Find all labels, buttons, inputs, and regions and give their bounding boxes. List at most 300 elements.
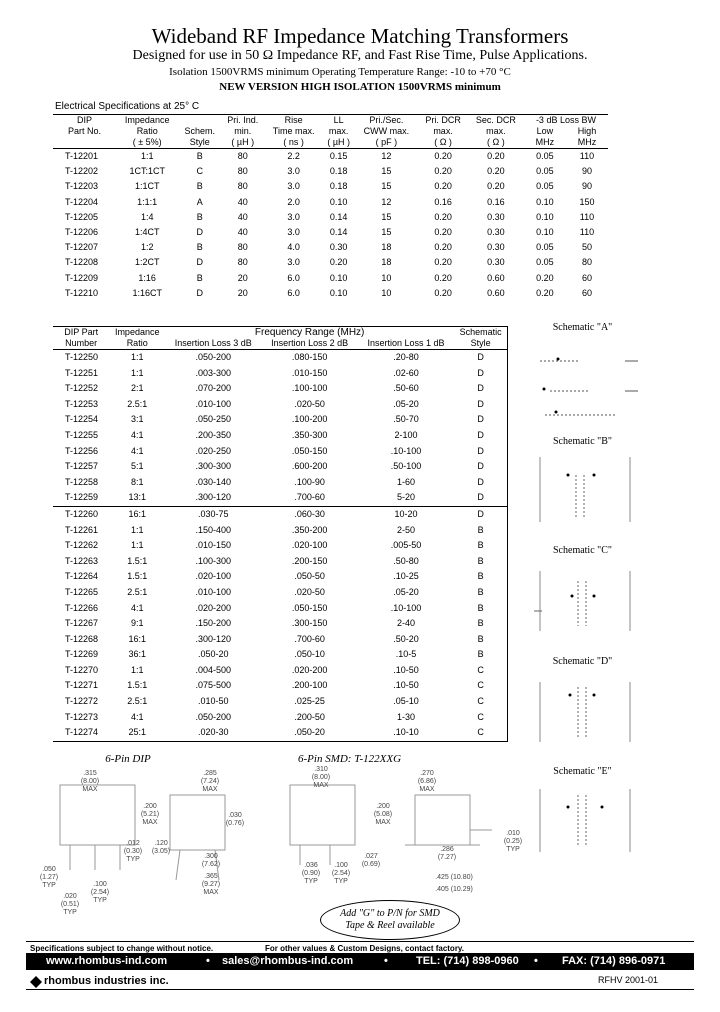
col-header: Sec. DCR [475, 115, 516, 125]
table-cell: .100-100 [291, 383, 328, 394]
table-cell: 0.20 [329, 257, 348, 268]
table-cell: 5-20 [397, 492, 416, 503]
col-header: ( µH ) [221, 137, 264, 149]
table-cell: .02-60 [393, 367, 419, 378]
table-cell: .50-80 [393, 555, 419, 566]
table-cell: 0.05 [536, 242, 554, 253]
smd-tape-reel-note [320, 900, 460, 940]
col-header: max. [486, 126, 506, 136]
table-cell: .50-70 [393, 414, 419, 425]
table-cell: 1:2CT [134, 257, 160, 268]
table-cell: .10-25 [393, 571, 419, 582]
dip-package-label: 6-Pin DIP [105, 753, 151, 765]
dim-label: .200 (5.08) MAX [373, 803, 393, 826]
table-cell: 0.30 [487, 242, 505, 253]
schematic-a [520, 322, 645, 423]
table-cell: C [477, 664, 484, 675]
table-row [53, 554, 508, 570]
table-row [53, 694, 508, 710]
table-row [53, 397, 508, 413]
schematic-title: Schematic "C" [553, 545, 612, 556]
table-cell: 80 [581, 257, 592, 268]
table-cell: 0.20 [434, 151, 452, 161]
col-header: ( µH ) [323, 137, 355, 149]
table-cell: 16:1 [128, 633, 146, 644]
footer-contact-bar [26, 953, 694, 970]
table-cell: 2.5:1 [127, 696, 148, 707]
table-cell: .050-250 [195, 414, 232, 425]
table-cell: B [477, 555, 484, 566]
table-cell: .020-50 [294, 398, 325, 409]
table-cell: 20 [237, 272, 248, 283]
table-cell: T-12270 [65, 664, 99, 675]
table-cell: .10-50 [393, 664, 419, 675]
col-header: Insertion Loss 2 dB [261, 338, 357, 350]
table-cell: 80 [237, 166, 248, 177]
table-row [53, 601, 508, 617]
table-cell: .50-20 [393, 633, 419, 644]
table-cell: .010-150 [291, 367, 328, 378]
col-header: DIP Part [64, 327, 99, 337]
col-header: Impedance [124, 115, 170, 125]
col-header: MHz [524, 137, 566, 149]
table-cell: 0.20 [434, 166, 452, 177]
col-header: min. [234, 126, 252, 136]
col-header [53, 137, 116, 149]
table-cell: 1:1 [130, 352, 144, 362]
table-cell: 0.10 [536, 211, 554, 222]
table-cell: 4:1 [130, 602, 144, 613]
table-cell: .200-350 [195, 429, 232, 440]
col-header: Insertion Loss 3 dB [165, 338, 261, 350]
schematic-b-diagram [520, 447, 645, 527]
table-cell: .080-150 [291, 352, 328, 362]
table-cell: T-12269 [65, 649, 99, 660]
smd-package-label: 6-Pin SMD: T-122XXG [298, 753, 402, 765]
table-cell: .600-200 [291, 461, 328, 472]
table-cell: .050-200 [195, 352, 232, 362]
table-cell: .020-200 [291, 664, 328, 675]
col-header: DIP [77, 115, 93, 125]
table-cell: T-12250 [65, 352, 99, 362]
table-cell: T-12259 [65, 492, 99, 503]
dim-label: .425 (10.80) [435, 874, 473, 881]
dim-label: .027 (0.69) [361, 853, 381, 868]
bullet: • [534, 955, 538, 967]
table-row [53, 164, 608, 179]
table-cell: .050-20 [294, 727, 325, 738]
table-row [53, 725, 508, 741]
table-cell: .020-250 [195, 445, 232, 456]
table-cell: 10-20 [358, 506, 454, 522]
table-row [53, 632, 508, 648]
table-cell: T-12268 [65, 633, 99, 644]
col-header: Insertion Loss 1 dB [358, 338, 454, 350]
table-cell: 0.05 [536, 151, 554, 161]
table-cell: 1:1 [130, 367, 144, 378]
table-cell: .005-50 [390, 540, 422, 551]
email-link[interactable]: sales@rhombus-ind.com [222, 955, 354, 967]
table-cell: .100-300 [195, 555, 232, 566]
dim-label: .050 (1.27) TYP [39, 866, 59, 889]
table-cell: 1:16 [138, 272, 156, 283]
schematic-d-diagram [520, 667, 645, 747]
table-cell: .50-60 [393, 383, 419, 394]
schematic-title: Schematic "E" [553, 766, 612, 777]
table-cell: T-12251 [65, 367, 99, 378]
table-cell: 80 [237, 151, 248, 161]
table-cell: 80 [237, 257, 248, 268]
col-header: Frequency Range (MHz) [254, 327, 365, 338]
table-cell: .100-90 [294, 476, 325, 487]
table-cell: 18 [381, 242, 392, 253]
table-cell: 4.0 [287, 242, 300, 253]
table-cell: B [196, 151, 203, 161]
table-cell: 25:1 [128, 727, 146, 738]
table-cell: .300-150 [291, 618, 328, 629]
bullet: • [206, 955, 210, 967]
table-cell: T-12261 [65, 524, 99, 535]
table-cell: 15 [381, 211, 392, 222]
table-cell: 0.10 [536, 227, 554, 238]
table-cell: T-12202 [65, 166, 99, 177]
table-cell: D [477, 429, 484, 440]
table-cell: 0.16 [487, 196, 505, 207]
table-cell: 1:1 [130, 540, 144, 551]
footer-note-right: For other values & Custom Designs, contact factory. [265, 944, 465, 953]
table-cell: .05-10 [393, 696, 419, 707]
table-cell: 2.5:1 [127, 586, 148, 597]
col-header: LL [333, 115, 344, 125]
table-cell: .004-500 [195, 664, 232, 675]
table-row [53, 616, 508, 632]
table-row [53, 663, 508, 679]
col-header: Pri./Sec. [369, 115, 404, 125]
table-row [53, 444, 508, 460]
col-header: ( Ω ) [468, 137, 524, 149]
website-link[interactable]: www.rhombus-ind.com [46, 955, 168, 967]
dim-label: .310 (8.00) MAX [311, 766, 331, 789]
schematic-a-diagram [520, 333, 645, 423]
table-cell: .010-150 [195, 540, 232, 551]
table-cell: B [477, 586, 484, 597]
table-cell: .050-50 [294, 571, 325, 582]
page-title: Wideband RF Impedance Matching Transformers [151, 24, 569, 48]
table-cell: 15 [381, 166, 392, 177]
table-cell: 0.10 [329, 196, 348, 207]
table-cell: 80 [237, 242, 248, 253]
table-cell: T-12262 [65, 540, 99, 551]
schematic-e [520, 766, 645, 857]
table-cell: C [196, 166, 203, 177]
table-cell: 12 [381, 196, 392, 207]
table-cell: 8:1 [130, 476, 144, 487]
col-header [178, 115, 221, 127]
table-row [53, 678, 508, 694]
table-cell: .075-500 [195, 680, 232, 691]
table-cell: 1:1 [130, 524, 144, 535]
schematic-title: Schematic "A" [552, 322, 613, 333]
dim-label: .010 (0.25) TYP [503, 830, 523, 853]
table-cell: 0.30 [487, 227, 505, 238]
dim-label: .405 (10.29) [435, 886, 473, 893]
table-cell: T-12264 [65, 571, 99, 582]
table-cell: .300-300 [195, 461, 232, 472]
footer-note-left: Specifications subject to change without notice. [30, 944, 214, 953]
table-cell: .700-60 [294, 633, 325, 644]
table-cell: T-12274 [65, 727, 99, 738]
col-header: max. [328, 126, 349, 136]
table-cell: 1.5:1 [127, 680, 148, 691]
table-cell: .020-200 [195, 602, 232, 613]
table-cell: 1.5:1 [127, 555, 148, 566]
table-cell: .003-300 [195, 367, 232, 378]
table-cell: T-12210 [65, 287, 99, 298]
table-cell: .700-60 [294, 492, 325, 503]
table-cell: 0.20 [434, 211, 452, 222]
table-cell: D [477, 352, 484, 362]
table-cell: 0.20 [434, 287, 452, 298]
table-cell: .050-150 [291, 602, 328, 613]
table-cell: 18 [381, 257, 392, 268]
table-row [53, 210, 608, 225]
new-version-line: NEW VERSION HIGH ISOLATION 1500VRMS minimum [219, 81, 501, 93]
table-cell: 60 [581, 287, 592, 298]
table-cell: .060-30 [261, 506, 357, 522]
telephone: TEL: (714) 898-0960 [416, 955, 519, 967]
table-cell: 12 [381, 151, 392, 161]
table-cell: 2-100 [394, 429, 418, 440]
table-cell: 1-60 [397, 476, 416, 487]
col-header: Rise [284, 115, 303, 125]
table-cell: 0.10 [329, 272, 348, 283]
table-cell: .020-50 [294, 586, 325, 597]
table-cell: T-12267 [65, 618, 99, 629]
dim-label: .365 (9.27) MAX [201, 873, 221, 896]
table-cell: 0.30 [329, 242, 348, 253]
table-cell: .300-120 [195, 633, 232, 644]
dim-label: .036 (0.90) TYP [301, 862, 321, 885]
table-cell: 0.30 [487, 211, 505, 222]
table-cell: 9:1 [130, 618, 144, 629]
frequency-range-table [53, 326, 508, 742]
col-header: ( ns ) [264, 137, 322, 149]
table-cell: 3.0 [287, 166, 300, 177]
table-cell: T-12272 [65, 696, 99, 707]
table-cell: C [477, 680, 484, 691]
table-cell: 3.0 [287, 211, 300, 222]
table-cell: 40 [237, 227, 248, 238]
table-cell: 1:16CT [132, 287, 162, 298]
table-cell: 0.05 [536, 181, 554, 192]
dim-label: .100 (2.54) TYP [90, 881, 110, 904]
table-cell: 80 [237, 181, 248, 192]
dim-label: .030 (0.76) [225, 812, 245, 827]
table-cell: B [477, 524, 484, 535]
table-cell: 1:1 [140, 151, 154, 161]
table-cell: 1:1CT [134, 181, 160, 192]
table-cell: D [196, 227, 203, 238]
table-cell: B [477, 633, 484, 644]
table-cell: 0.20 [536, 272, 554, 283]
table-cell: D [477, 367, 484, 378]
table-cell: D [477, 461, 484, 472]
schematic-c-diagram [520, 556, 645, 636]
table-cell: 36:1 [128, 649, 146, 660]
table-cell: B [196, 242, 203, 253]
dim-label: .270 (6.86) MAX [417, 770, 437, 793]
table-cell: 0.20 [487, 166, 505, 177]
footer-divider [26, 941, 694, 942]
col-header: Part No. [68, 126, 102, 136]
table-cell: B [477, 571, 484, 582]
table-row [53, 523, 508, 539]
col-header: ( ± 5%) [116, 137, 178, 149]
document-code: RFHV 2001-01 [598, 975, 659, 985]
isolation-temp-line: Isolation 1500VRMS minimum Operating Temperature Range: -10 to +70 °C [169, 66, 511, 78]
table-cell: .150-400 [195, 524, 232, 535]
table-cell: 90 [581, 181, 592, 192]
table-cell: .010-100 [195, 586, 232, 597]
table-cell: T-12273 [65, 711, 99, 722]
col-header: MHz [566, 137, 608, 149]
table-cell: 0.60 [487, 272, 505, 283]
table-cell: 1.5:1 [127, 571, 148, 582]
table-cell: 1:4 [140, 211, 154, 222]
footer-bottom-rule [26, 989, 694, 990]
table-cell: .10-10 [393, 727, 419, 738]
table-cell: T-12203 [65, 181, 99, 192]
col-header: High [577, 126, 597, 136]
table-cell: B [196, 181, 203, 192]
col-header: Pri. DCR [425, 115, 461, 125]
col-header: max. [433, 126, 453, 136]
dim-label: .120 (3.05) [151, 840, 171, 855]
table-row [53, 381, 508, 397]
table-cell: .100-200 [291, 414, 328, 425]
dim-label: .300 (7.62) [201, 853, 221, 868]
col-header: Number [53, 338, 109, 350]
table-cell: T-12207 [65, 242, 99, 253]
table-cell: .050-20 [197, 649, 229, 660]
table-cell: .150-200 [195, 618, 232, 629]
table-cell: T-12258 [65, 476, 99, 487]
table-cell: 20 [237, 287, 248, 298]
table-cell: .10-5 [395, 649, 417, 660]
table-cell: .020-100 [291, 540, 328, 551]
table-cell: 0.20 [434, 257, 452, 268]
table-cell: D [454, 506, 507, 522]
rhombus-logo-icon [30, 976, 42, 988]
table-cell: D [477, 414, 484, 425]
table-row [53, 538, 508, 554]
table-cell: 2.0 [287, 196, 300, 207]
table-cell: T-12201 [65, 151, 99, 161]
table-cell: 0.14 [329, 211, 348, 222]
table-row [53, 475, 508, 491]
table-cell: .50-100 [390, 461, 422, 472]
table-cell: 0.20 [434, 181, 452, 192]
table-cell: 0.10 [329, 287, 348, 298]
table-cell: 1CT:1CT [129, 166, 165, 177]
table-cell: 110 [579, 151, 595, 161]
table-cell: .05-20 [393, 398, 419, 409]
table-cell: .200-50 [294, 711, 325, 722]
table-cell: .300-120 [195, 492, 232, 503]
col-header: Schematic [459, 327, 502, 337]
table-cell: T-12256 [65, 445, 99, 456]
table-cell: 1:2 [140, 242, 154, 253]
table-cell: T-12260 [53, 506, 109, 522]
table-cell: C [477, 711, 484, 722]
table-cell: 0.20 [536, 287, 554, 298]
table-cell: 2-40 [397, 618, 416, 629]
table-row [53, 271, 608, 286]
dim-label: .200 (5.21) MAX [140, 803, 160, 826]
table-cell: 150 [579, 196, 595, 207]
table-cell: T-12253 [65, 398, 99, 409]
table-cell: 6.0 [287, 287, 300, 298]
table-cell: 4:1 [130, 445, 144, 456]
table-cell: .050-200 [195, 711, 232, 722]
table-cell: T-12204 [65, 196, 99, 207]
table-cell: T-12254 [65, 414, 99, 425]
schematic-c [520, 545, 645, 636]
table-cell: .050-150 [291, 445, 328, 456]
table-cell: .030-75 [165, 506, 261, 522]
table-cell: B [477, 602, 484, 613]
table-cell: 3.0 [287, 227, 300, 238]
table-cell: .10-50 [393, 680, 419, 691]
col-header: CWW max. [363, 126, 410, 136]
table-cell: .030-140 [195, 476, 232, 487]
table-cell: 50 [581, 242, 592, 253]
table-row [53, 225, 608, 240]
table-cell: D [477, 398, 484, 409]
table-cell: 90 [581, 166, 592, 177]
col-header: Style [178, 137, 221, 149]
table-row [53, 710, 508, 726]
table-row [53, 240, 608, 255]
table-row [53, 350, 508, 366]
table-row [53, 506, 508, 522]
col-header: Low [536, 126, 554, 136]
table-cell: .025-25 [294, 696, 325, 707]
col-header: Style [454, 338, 507, 350]
table-cell: T-12263 [65, 555, 99, 566]
table-cell: D [477, 383, 484, 394]
dim-label: .012 (0.30) TYP [123, 840, 143, 863]
schematic-title: Schematic "D" [552, 656, 613, 667]
spec-label: Electrical Specifications at 25° C [55, 101, 200, 112]
schematic-b [520, 436, 645, 527]
table-cell: .200-100 [291, 680, 328, 691]
table-cell: T-12205 [65, 211, 99, 222]
table-cell: .020-100 [195, 571, 232, 582]
fax: FAX: (714) 896-0971 [562, 955, 666, 967]
table-cell: B [196, 272, 203, 283]
table-cell: .10-100 [390, 602, 422, 613]
table-cell: 4:1 [130, 429, 144, 440]
table-cell: 1:1:1 [137, 196, 158, 207]
table-cell: 60 [581, 272, 592, 283]
table-cell: 5:1 [130, 461, 144, 472]
col-header: Time max. [272, 126, 315, 136]
table-row [53, 428, 508, 444]
table-cell: .05-20 [393, 586, 419, 597]
table-cell: .050-10 [294, 649, 325, 660]
dim-label: .020 (0.51) TYP [60, 893, 80, 916]
